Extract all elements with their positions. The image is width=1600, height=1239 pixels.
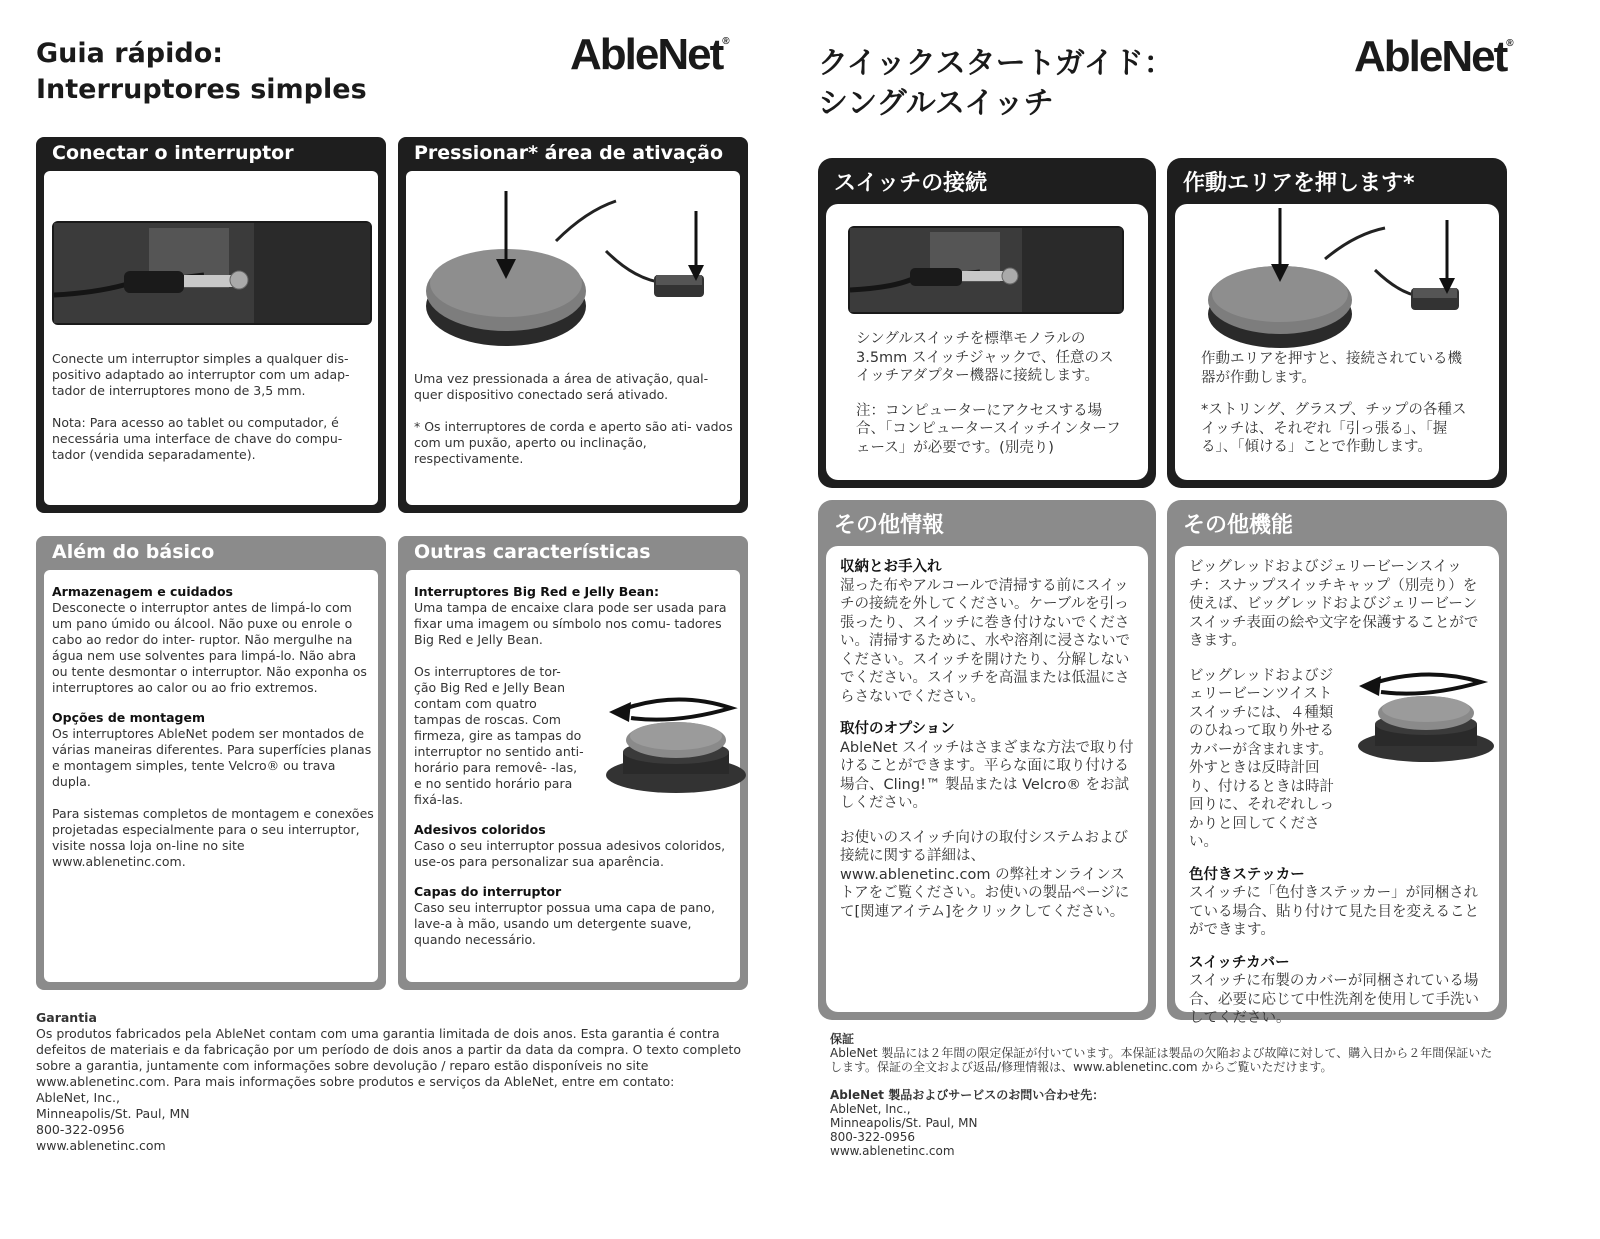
jp-press-text [1201, 350, 1473, 457]
jp-mount-text: AbleNet スイッチはさまざまな方法で取り付けることができます。平らな面に取り付ける場合、Cling!™ 製品または Velcro® をお試しください。 [840, 739, 1134, 811]
pt-twist-text: Os interruptores de tor- ção Big Red e Jelly Bean contam com quatro tampas de roscas. Com firmeza, gire as tampas do interruptor no sentido anti-horário para removê- -las, e no sentido horário para fixá-las. [414, 664, 584, 807]
pt-press-p2: * Os interruptores de corda e aperto são ati- vados com um puxão, aperto ou inclinação, respectivamente. [414, 419, 733, 466]
jp-mount-text2: お使いのスイッチ向けの取付システムおよび接続に関する詳細は、www.ablenetinc.com の弊社オンラインストアをご覧ください。お使いの製品ページにて[関連アイテム]をクリックしてください。 [840, 829, 1130, 920]
pt-connect-heading: Conectar o interruptor [52, 142, 294, 164]
pt-press-heading: Pressionar* área de ativação [414, 142, 724, 164]
pt-warranty-title: Garantia [36, 1010, 97, 1025]
jp-switch-image [1175, 204, 1499, 354]
jp-storage-text: 湿った布やアルコールで清掃する前にスイッチの接続を外してください。ケーブルを引っ張ったり、スイッチに巻き付けないでください。清掃するために、水や溶剤に浸さないでください。スイッチを開けたり、分解しないでください。スイッチを高温または低温にさらさないでください。 [840, 577, 1130, 705]
jp-connect-text [856, 330, 1122, 457]
jp-press-p1: 作動エリアを押すと、接続されている機器が作動します。 [1201, 351, 1462, 386]
jp-contact-0: AbleNet, Inc., [830, 1102, 911, 1116]
jp-connect-p1: シングルスイッチを標準モノラルの3.5mm スイッチジャックで、任意のスイッチアダプター機器に接続します。 [856, 331, 1114, 384]
jp-features-text [1189, 558, 1485, 1028]
jp-warranty-text: AbleNet 製品には２年間の限定保証が付いています。本保証は製品の欠陥および故障に対して、購入日から２年間保証いたします。保証の全文および返品/修理情報は、www.ablenetinc.com からご覧いただけます。 [830, 1046, 1493, 1074]
pt-connect-p2: Nota: Para acesso ao tablet ou computador, é necessária uma interface de chave do compu- tador (vendida separadamente). [52, 415, 343, 462]
jp-ablenet-logo: AbleNet® [1354, 32, 1514, 81]
rotate-arrow-icon [621, 699, 731, 719]
jp-title-line2: シングルスイッチ [818, 86, 1054, 121]
jp-twist-switch-image [1351, 658, 1501, 768]
jp-mount-title: 取付のオプション [840, 721, 955, 737]
pt-stickers-title: Adesivos coloridos [414, 822, 546, 837]
jp-title-line1: クイックスタートガイド： [818, 46, 1174, 81]
pt-title-line1: Guia rápido: [36, 38, 224, 69]
pt-mount-text2: Para sistemas completos de montagem e conexões projetadas especialmente para o seu interruptor, visite nossa loja on-line no site www.ablenetinc.com. [52, 806, 374, 869]
jp-info-panel [818, 500, 1156, 1020]
pt-beyond-heading: Além do básico [52, 541, 215, 563]
jp-rotate-arrow-icon [1371, 674, 1481, 693]
pt-other-panel [398, 536, 748, 990]
pt-logo-text: AbleNet [570, 30, 723, 79]
jp-press-heading: 作動エリアを押します* [1183, 171, 1415, 196]
jp-contact-title: AbleNet 製品およびサービスのお問い合わせ先： [830, 1088, 1105, 1102]
pt-connect-text [52, 351, 374, 463]
pt-contact-3: www.ablenetinc.com [36, 1138, 166, 1153]
jp-contact-2: 800-322-0956 [830, 1130, 916, 1144]
jp-features-panel [1167, 500, 1507, 1026]
jp-contact-1: Minneapolis/St. Paul, MN [830, 1116, 978, 1130]
jp-covers-text: スイッチに布製のカバーが同梱されている場合、必要に応じて中性洗剤を使用して手洗いしてください。 [1189, 973, 1479, 1026]
pt-switch-image [406, 171, 740, 361]
pt-title-line2: Interruptores simples [36, 74, 367, 105]
jp-stickers-text: スイッチに「色付きステッカー」が同梱されている場合、貼り付けて見た目を変えることができます。 [1189, 885, 1479, 938]
jp-storage-title: 収納とお手入れ [840, 559, 942, 575]
pt-mount-text: Os interruptores AbleNet podem ser montados de várias maneiras diferentes. Para superfícies planas e montagem simples, tente Velcro® ou trava dupla. [52, 726, 372, 789]
jp-connect-p2: 注：コンピューターにアクセスする場合、「コンピュータースイッチインターフェース」が必要です。(別売り) [856, 402, 1121, 456]
pt-ablenet-logo: AbleNet® [570, 30, 730, 79]
pt-covers-title: Capas do interruptor [414, 884, 562, 899]
jp-connect-photo [848, 226, 1124, 314]
jp-twist-text: ビッグレッドおよびジェリービーンツイストスイッチには、４種類のひねって取り外せるカバーが含まれます。外すときは反時計回り、付けるときは時計回りに、それぞれしっかりと回してください。 [1189, 667, 1334, 850]
pt-stickers-text: Caso o seu interruptor possua adesivos coloridos, use-os para personalizar sua aparência. [414, 838, 726, 869]
pt-beyond-panel [36, 536, 386, 990]
jp-press-p2: *ストリング、グラスプ、チップの各種スイッチは、それぞれ「引っ張る」、「握る」、「傾ける」ことで作動します。 [1201, 402, 1467, 455]
pt-warranty [36, 1010, 748, 1154]
jp-title [818, 44, 1174, 124]
pt-contact-0: AbleNet, Inc., [36, 1090, 120, 1105]
pt-title [36, 36, 367, 108]
pt-connect-photo [52, 221, 372, 325]
pt-warranty-text: Os produtos fabricados pela AbleNet contam com uma garantia limitada de dois anos. Esta garantia é contra defeitos de materiais e da fabricação por um período de dois anos a partir da data da compra. O texto completo sobre a garantia, juntamente com informações sobre devolução / reparo estão disponíveis no site www.ablenetinc.com. Para mais informações sobre produtos e serviços da AbleNet, entre em contato: [36, 1026, 742, 1089]
pt-press-p1: Uma vez pressionada a área de ativação, qual- quer dispositivo conectado será ativado. [414, 371, 709, 402]
pt-twist-switch-image [601, 680, 751, 800]
pt-covers-text: Caso seu interruptor possua uma capa de pano, lave-a à mão, usando um detergente suave, quando necessário. [414, 900, 715, 947]
jp-info-heading: その他情報 [834, 513, 945, 538]
jp-press-panel [1167, 158, 1507, 488]
pt-contact-1: Minneapolis/St. Paul, MN [36, 1106, 190, 1121]
jp-bigred-text: ビッグレッドおよびジェリービーンスイッチ：スナップスイッチキャップ（別売り）を使えば、ビッグレッドおよびジェリービーンスイッチ表面の絵や文字を保護することができます。 [1189, 559, 1479, 649]
plug-image [54, 223, 370, 323]
jp-logo-text: AbleNet [1354, 32, 1507, 81]
jp-features-heading: その他機能 [1183, 513, 1294, 538]
pt-press-panel [398, 137, 748, 513]
jp-info-text [840, 558, 1134, 921]
jp-stickers-title: 色付きステッカー [1189, 866, 1305, 883]
pt-mount-title: Opções de montagem [52, 710, 205, 725]
jp-warranty-title: 保証 [830, 1032, 855, 1046]
pt-storage-text: Desconecte o interruptor antes de limpá-lo com um pano úmido ou álcool. Não puxe ou enrole o cabo ao redor do inter- ruptor. Não mergulhe na água nem use solventes para limpá-lo. Não abra ou tente desmontar o interruptor. Não exponha os interruptores ao calor ou ao frio extremos. [52, 600, 367, 695]
jp-connect-panel [818, 158, 1156, 488]
pt-bigred-text: Uma tampa de encaixe clara pode ser usada para fixar uma imagem ou símbolo nos comu- tadores Big Red e Jelly Bean. [414, 600, 727, 647]
pt-beyond-text [52, 584, 374, 870]
jp-covers-title: スイッチカバー [1189, 954, 1290, 971]
pt-other-heading: Outras características [414, 541, 651, 563]
jp-connect-heading: スイッチの接続 [834, 171, 988, 196]
jp-contact-3: www.ablenetinc.com [830, 1144, 955, 1158]
pt-storage-title: Armazenagem e cuidados [52, 584, 233, 599]
jp-plug-image [850, 228, 1122, 312]
jp-warranty [830, 1032, 1500, 1158]
pt-connect-p1: Conecte um interruptor simples a qualquer dis- positivo adaptado ao interruptor com um adap- tador de interruptores mono de 3,5 mm. [52, 351, 350, 398]
pt-press-text [414, 371, 736, 467]
pt-bigred-title: Interruptores Big Red e Jelly Bean: [414, 584, 660, 599]
pt-contact-2: 800-322-0956 [36, 1122, 125, 1137]
pt-connect-panel [36, 137, 386, 513]
